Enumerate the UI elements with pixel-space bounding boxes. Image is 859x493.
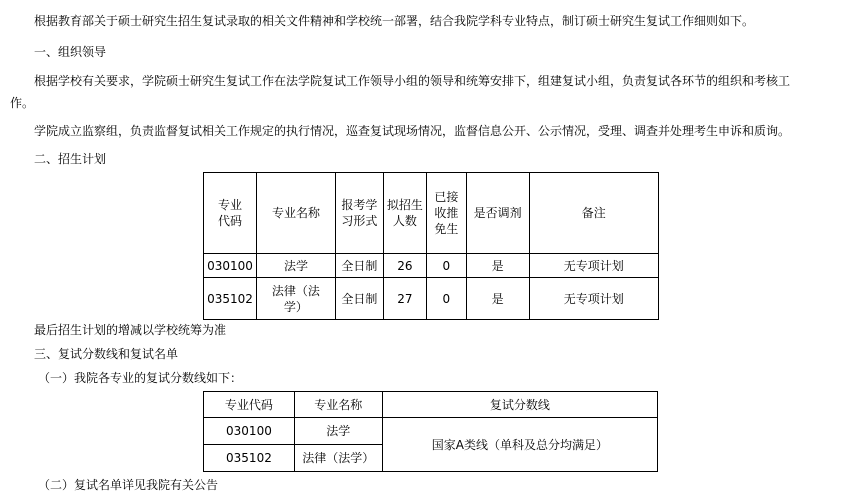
cell-name: 法律（法学） [256, 278, 335, 320]
table-row [204, 278, 659, 320]
header-planned-count: 拟招生人数 [383, 173, 426, 254]
cell-adjustable: 是 [466, 278, 529, 320]
table-row [204, 254, 659, 278]
cell-name: 法学 [294, 418, 382, 445]
section-3-subtitle-2: （二）复试名单详见我院有关公告 [38, 478, 219, 492]
header-recommended: 已接收推免生 [426, 173, 466, 254]
intro-paragraph: 根据教育部关于硕士研究生招生复试录取的相关文件精神和学校统一部署，结合我院学科专业特点，制订硕士研究生复试工作细则如下。 [34, 14, 755, 28]
table-header-row [204, 392, 658, 418]
cell-code: 035102 [204, 278, 257, 320]
section-3-title: 三、复试分数线和复试名单 [34, 347, 179, 361]
cell-remarks: 无专项计划 [529, 278, 658, 320]
section-1-paragraph-1: 根据学校有关要求，学院硕士研究生复试工作在法学院复试工作领导小组的领导和统筹安排下，组建复试小组，负责复试各环节的组织和考核工 [34, 74, 791, 88]
cell-recommended: 0 [426, 254, 466, 278]
section-1-paragraph-2: 学院成立监察组，负责监督复试相关工作规定的执行情况，巡查复试现场情况，监督信息公开、公示情况，受理、调查并处理考生申诉和质询。 [34, 124, 791, 138]
cell-count: 26 [383, 254, 426, 278]
header-study-mode: 报考学习形式 [335, 173, 383, 254]
table-row [204, 418, 658, 445]
cell-name: 法律（法学） [294, 445, 382, 472]
score-line-table [203, 391, 658, 472]
cell-recommended: 0 [426, 278, 466, 320]
cell-code: 030100 [204, 418, 295, 445]
cell-name: 法学 [256, 254, 335, 278]
section-1-paragraph-1-wrap: 作。 [10, 96, 35, 110]
cell-score-line: 国家A类线（单科及总分均满足） [382, 418, 657, 472]
header-major-name: 专业名称 [294, 392, 382, 418]
header-major-name: 专业名称 [256, 173, 335, 254]
cell-mode: 全日制 [335, 254, 383, 278]
enrollment-plan-table [203, 172, 659, 320]
header-major-code: 专业代码 [204, 173, 257, 254]
section-3-subtitle-1: （一）我院各专业的复试分数线如下： [38, 371, 243, 385]
cell-code: 035102 [204, 445, 295, 472]
cell-adjustable: 是 [466, 254, 529, 278]
cell-mode: 全日制 [335, 278, 383, 320]
header-score-line: 复试分数线 [382, 392, 657, 418]
header-remarks: 备注 [529, 173, 658, 254]
header-major-code: 专业代码 [204, 392, 295, 418]
plan-note: 最后招生计划的增减以学校统筹为准 [34, 323, 227, 337]
cell-count: 27 [383, 278, 426, 320]
section-1-title: 一、组织领导 [34, 45, 107, 59]
table-header-row [204, 173, 659, 254]
cell-remarks: 无专项计划 [529, 254, 658, 278]
header-adjustable: 是否调剂 [466, 173, 529, 254]
section-2-title: 二、招生计划 [34, 152, 107, 166]
cell-code: 030100 [204, 254, 257, 278]
